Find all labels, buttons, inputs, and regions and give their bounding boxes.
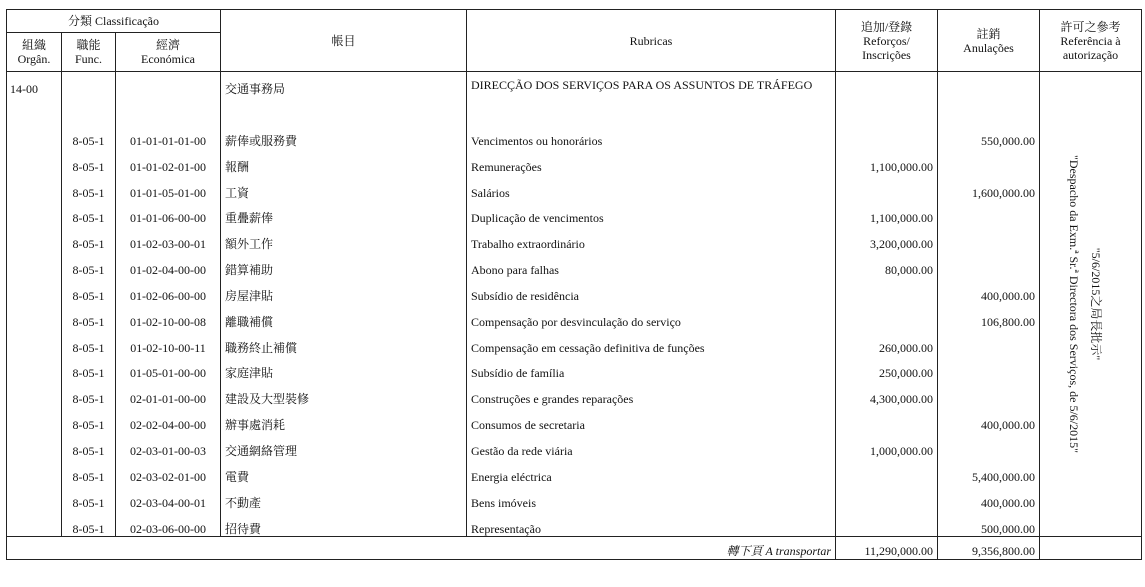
- org-cell: [7, 432, 62, 458]
- eco-code: 01-01-01-01-00: [116, 122, 221, 148]
- func-header: 職能 Func.: [62, 33, 116, 72]
- cn-description: 家庭津貼: [221, 355, 467, 381]
- reinforce-amount: [836, 303, 938, 329]
- cn-description: 離職補償: [221, 303, 467, 329]
- authorization-cell: [1040, 72, 1142, 537]
- pt-description: Gestão da rede viária: [467, 432, 836, 458]
- cancel-amount: [938, 432, 1040, 458]
- table-row: [7, 380, 1142, 406]
- org-cell: [7, 329, 62, 355]
- eco-code: 02-01-01-00-00: [116, 380, 221, 406]
- func-code: 8-05-1: [62, 380, 116, 406]
- table-row: [7, 329, 1142, 355]
- department-org-code: 14-00: [7, 72, 62, 123]
- cn-description: 交通網絡管理: [221, 432, 467, 458]
- eco-code: 01-05-01-00-00: [116, 355, 221, 381]
- func-code: 8-05-1: [62, 225, 116, 251]
- org-cell: [7, 148, 62, 174]
- func-code: 8-05-1: [62, 174, 116, 200]
- pt-description: Abono para falhas: [467, 251, 836, 277]
- cancel-amount: 550,000.00: [938, 122, 1040, 148]
- pt-description: Trabalho extraordinário: [467, 225, 836, 251]
- reinforce-amount: [836, 406, 938, 432]
- authorization-cn: "5/6/2015之局長批示": [1089, 247, 1103, 360]
- cancel-amount: [938, 148, 1040, 174]
- cancel-amount: 5,400,000.00: [938, 458, 1040, 484]
- eco-code: 02-03-04-00-01: [116, 484, 221, 510]
- org-cell: [7, 200, 62, 226]
- department-cn-name: 交通事務局: [221, 72, 467, 123]
- cn-description: 錯算補助: [221, 251, 467, 277]
- func-code: 8-05-1: [62, 303, 116, 329]
- eco-code: 01-01-02-01-00: [116, 148, 221, 174]
- func-code: 8-05-1: [62, 510, 116, 536]
- cn-title-header: 帳目: [221, 10, 467, 72]
- reinforce-amount: [836, 122, 938, 148]
- org-header: 組織 Orgân.: [7, 33, 62, 72]
- reinforce-amount: 1,100,000.00: [836, 200, 938, 226]
- table-row: [7, 122, 1142, 148]
- cancel-header: 註銷 Anulações: [938, 10, 1040, 72]
- pt-description: Representação: [467, 510, 836, 536]
- carry-forward-label: 轉下頁 A transportar: [467, 536, 836, 559]
- cn-description: 招待費: [221, 510, 467, 536]
- cancel-amount: 500,000.00: [938, 510, 1040, 536]
- cancel-amount: 106,800.00: [938, 303, 1040, 329]
- cn-description: 房屋津貼: [221, 277, 467, 303]
- eco-code: 02-03-01-00-03: [116, 432, 221, 458]
- cn-description: 工資: [221, 174, 467, 200]
- func-code: 8-05-1: [62, 458, 116, 484]
- cancel-amount: [938, 251, 1040, 277]
- cancel-amount: [938, 200, 1040, 226]
- table-row: [7, 484, 1142, 510]
- cancel-amount: 400,000.00: [938, 277, 1040, 303]
- func-code: 8-05-1: [62, 432, 116, 458]
- cn-description: 辦事處消耗: [221, 406, 467, 432]
- eco-code: 02-03-02-01-00: [116, 458, 221, 484]
- classification-header: 分類 Classificação: [7, 10, 221, 33]
- pt-description: Energia eléctrica: [467, 458, 836, 484]
- reinforce-header: 追加/登錄 Reforços/ Inscrições: [836, 10, 938, 72]
- cancel-amount: 400,000.00: [938, 406, 1040, 432]
- reinforce-amount: 1,100,000.00: [836, 148, 938, 174]
- pt-title-header: Rubricas: [467, 10, 836, 72]
- table-row: [7, 148, 1142, 174]
- pt-description: Subsídio de residência: [467, 277, 836, 303]
- table-row: [7, 251, 1142, 277]
- eco-code: 01-02-10-00-11: [116, 329, 221, 355]
- pt-description: Remunerações: [467, 148, 836, 174]
- reinforce-amount: 260,000.00: [836, 329, 938, 355]
- carry-forward-row: [7, 536, 1142, 559]
- table-row: [7, 458, 1142, 484]
- eco-code: 01-01-05-01-00: [116, 174, 221, 200]
- org-cell: [7, 251, 62, 277]
- eco-code: 02-03-06-00-00: [116, 510, 221, 536]
- eco-code: 01-02-03-00-01: [116, 225, 221, 251]
- cancel-amount: 1,600,000.00: [938, 174, 1040, 200]
- table-row: [7, 510, 1142, 536]
- department-row: [7, 72, 1142, 123]
- cancel-amount: [938, 329, 1040, 355]
- table-row: [7, 277, 1142, 303]
- pt-description: Duplicação de vencimentos: [467, 200, 836, 226]
- pt-description: Compensação por desvinculação do serviço: [467, 303, 836, 329]
- authority-header: 許可之參考 Referência à autorização: [1040, 10, 1142, 72]
- cn-description: 報酬: [221, 148, 467, 174]
- func-code: 8-05-1: [62, 355, 116, 381]
- func-code: 8-05-1: [62, 277, 116, 303]
- table-row: [7, 174, 1142, 200]
- reinforce-amount: 4,300,000.00: [836, 380, 938, 406]
- reinforce-amount: 1,000,000.00: [836, 432, 938, 458]
- cn-description: 建設及大型裝修: [221, 380, 467, 406]
- func-code: 8-05-1: [62, 200, 116, 226]
- pt-description: Vencimentos ou honorários: [467, 122, 836, 148]
- cn-description: 重疊薪俸: [221, 200, 467, 226]
- pt-description: Bens imóveis: [467, 484, 836, 510]
- table-row: [7, 303, 1142, 329]
- authorization-despacho: "Despacho da Exm.ª Sr.ª Directora dos Serviços, de 5/6/2015": [1067, 154, 1081, 453]
- department-pt-name: DIRECÇÃO DOS SERVIÇOS PARA OS ASSUNTOS DE TRÁFEGO: [467, 72, 836, 123]
- pt-description: Consumos de secretaria: [467, 406, 836, 432]
- eco-code: 01-02-06-00-00: [116, 277, 221, 303]
- cancel-amount: [938, 380, 1040, 406]
- cn-description: 額外工作: [221, 225, 467, 251]
- eco-code: 02-02-04-00-00: [116, 406, 221, 432]
- table-row: [7, 225, 1142, 251]
- total-reinforce: 11,290,000.00: [836, 536, 938, 559]
- reinforce-amount: [836, 458, 938, 484]
- total-cancel: 9,356,800.00: [938, 536, 1040, 559]
- org-cell: [7, 174, 62, 200]
- func-code: 8-05-1: [62, 484, 116, 510]
- pt-description: Construções e grandes reparações: [467, 380, 836, 406]
- org-cell: [7, 225, 62, 251]
- eco-header: 經濟 Económica: [116, 33, 221, 72]
- cn-description: 電費: [221, 458, 467, 484]
- cancel-amount: 400,000.00: [938, 484, 1040, 510]
- func-code: 8-05-1: [62, 406, 116, 432]
- cancel-amount: [938, 225, 1040, 251]
- cn-description: 職務終止補償: [221, 329, 467, 355]
- org-cell: [7, 380, 62, 406]
- cn-description: 薪俸或服務費: [221, 122, 467, 148]
- func-code: 8-05-1: [62, 122, 116, 148]
- reinforce-amount: 3,200,000.00: [836, 225, 938, 251]
- org-cell: [7, 510, 62, 536]
- func-code: 8-05-1: [62, 148, 116, 174]
- budget-table-page: [6, 9, 1142, 560]
- org-cell: [7, 355, 62, 381]
- reinforce-amount: 80,000.00: [836, 251, 938, 277]
- reinforce-amount: [836, 277, 938, 303]
- pt-description: Compensação em cessação definitiva de funções: [467, 329, 836, 355]
- func-code: 8-05-1: [62, 251, 116, 277]
- org-cell: [7, 122, 62, 148]
- pt-description: Salários: [467, 174, 836, 200]
- reinforce-amount: 250,000.00: [836, 355, 938, 381]
- table-row: [7, 200, 1142, 226]
- cn-description: 不動產: [221, 484, 467, 510]
- reinforce-amount: [836, 174, 938, 200]
- table-row: [7, 355, 1142, 381]
- org-cell: [7, 406, 62, 432]
- reinforce-amount: [836, 484, 938, 510]
- eco-code: 01-02-10-00-08: [116, 303, 221, 329]
- budget-table: [6, 9, 1142, 560]
- org-cell: [7, 303, 62, 329]
- eco-code: 01-02-04-00-00: [116, 251, 221, 277]
- table-row: [7, 432, 1142, 458]
- eco-code: 01-01-06-00-00: [116, 200, 221, 226]
- org-cell: [7, 277, 62, 303]
- org-cell: [7, 484, 62, 510]
- reinforce-amount: [836, 510, 938, 536]
- org-cell: [7, 458, 62, 484]
- func-code: 8-05-1: [62, 329, 116, 355]
- cancel-amount: [938, 355, 1040, 381]
- pt-description: Subsídio de família: [467, 355, 836, 381]
- table-row: [7, 406, 1142, 432]
